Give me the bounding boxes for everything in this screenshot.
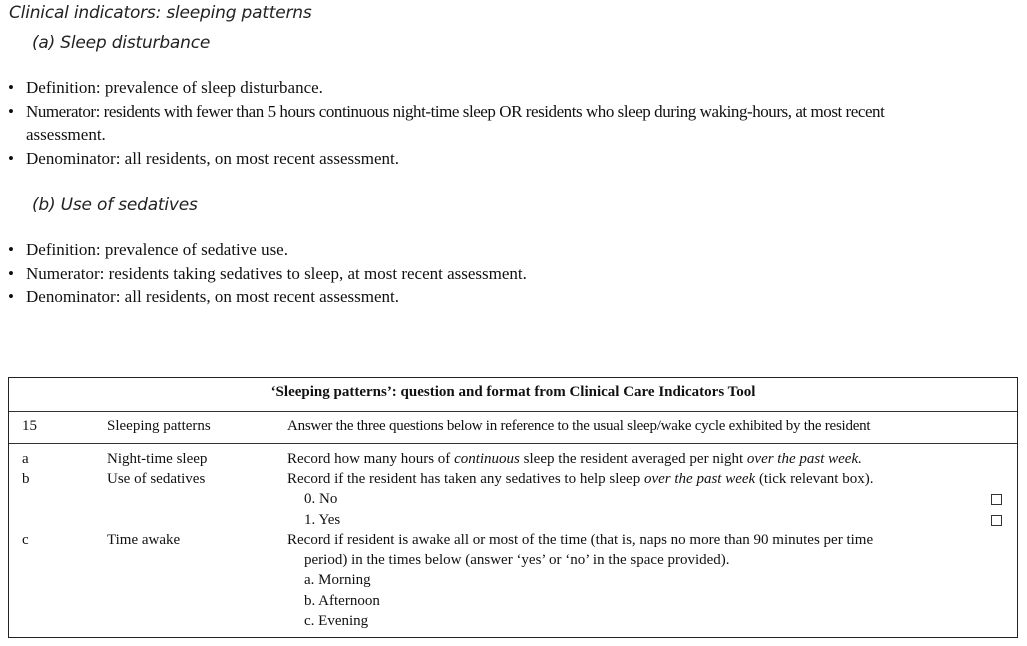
table-divider (9, 443, 1017, 444)
header-row-number: 15 (22, 418, 37, 434)
list-item: • Denominator: all residents, on most recent assessment. (8, 285, 1023, 309)
page-heading: Clinical indicators: sleeping patterns (9, 3, 312, 23)
row-a-label: Night-time sleep (107, 451, 208, 467)
bullet-icon: • (8, 287, 14, 306)
bullet-icon: • (8, 101, 14, 121)
list-item: • Numerator: residents taking sedatives to sleep, at most recent assessment. (8, 262, 1023, 286)
bullet-icon: • (8, 263, 14, 283)
option-yes-label: 1. Yes (304, 512, 341, 528)
list-item: • Definition: prevalence of sedative use. (8, 238, 1023, 262)
bullet-icon: • (8, 240, 14, 259)
row-a-question: Record how many hours of continuous sleep the resident averaged per night over the past week. (287, 451, 862, 467)
row-c-question-line2: period) in the times below (answer ‘yes’ or ‘no’ in the space provided). (304, 552, 730, 568)
option-morning: a. Morning (304, 572, 371, 588)
list-item: • Numerator: residents with fewer than 5 hours continuous night-time sleep OR residents who sleep during waking-hours, at most recent (8, 100, 1023, 124)
section-b-title: (b) Use of sedatives (32, 195, 198, 215)
row-b-question: Record if the resident has taken any sedatives to help sleep over the past week (tick relevant box). (287, 471, 874, 487)
option-yes-checkbox[interactable] (991, 515, 1002, 526)
list-item: • Denominator: all residents, on most recent assessment. (8, 147, 1023, 171)
option-evening: c. Evening (304, 613, 369, 629)
row-c-label: Time awake (107, 532, 181, 548)
section-a-bullets (8, 76, 1023, 170)
option-no-checkbox[interactable] (991, 494, 1002, 505)
row-a-number: a (22, 451, 29, 467)
option-no-label: 0. No (304, 491, 338, 507)
indicator-table (8, 377, 1018, 638)
bullet-icon: • (8, 78, 14, 97)
row-b-label: Use of sedatives (107, 471, 206, 487)
row-c-question-line1: Record if resident is awake all or most of the time (that is, naps no more than 90 minutes per time (287, 532, 874, 548)
row-c-number: c (22, 532, 29, 548)
option-afternoon: b. Afternoon (304, 593, 380, 609)
section-a-title: (a) Sleep disturbance (32, 33, 211, 53)
row-b-number: b (22, 471, 30, 487)
header-row-label: Sleeping patterns (107, 418, 211, 434)
bullet-icon: • (8, 148, 14, 168)
table-divider (9, 411, 1017, 412)
header-row-text: Answer the three questions below in reference to the usual sleep/wake cycle exhibited by the resident (287, 418, 871, 434)
list-item-continuation: assessment. (26, 125, 106, 144)
list-item: • Definition: prevalence of sleep disturbance. (8, 76, 1023, 100)
table-title: ‘Sleeping patterns’: question and format from Clinical Care Indicators Tool (270, 384, 756, 400)
section-b-bullets (8, 238, 1023, 309)
